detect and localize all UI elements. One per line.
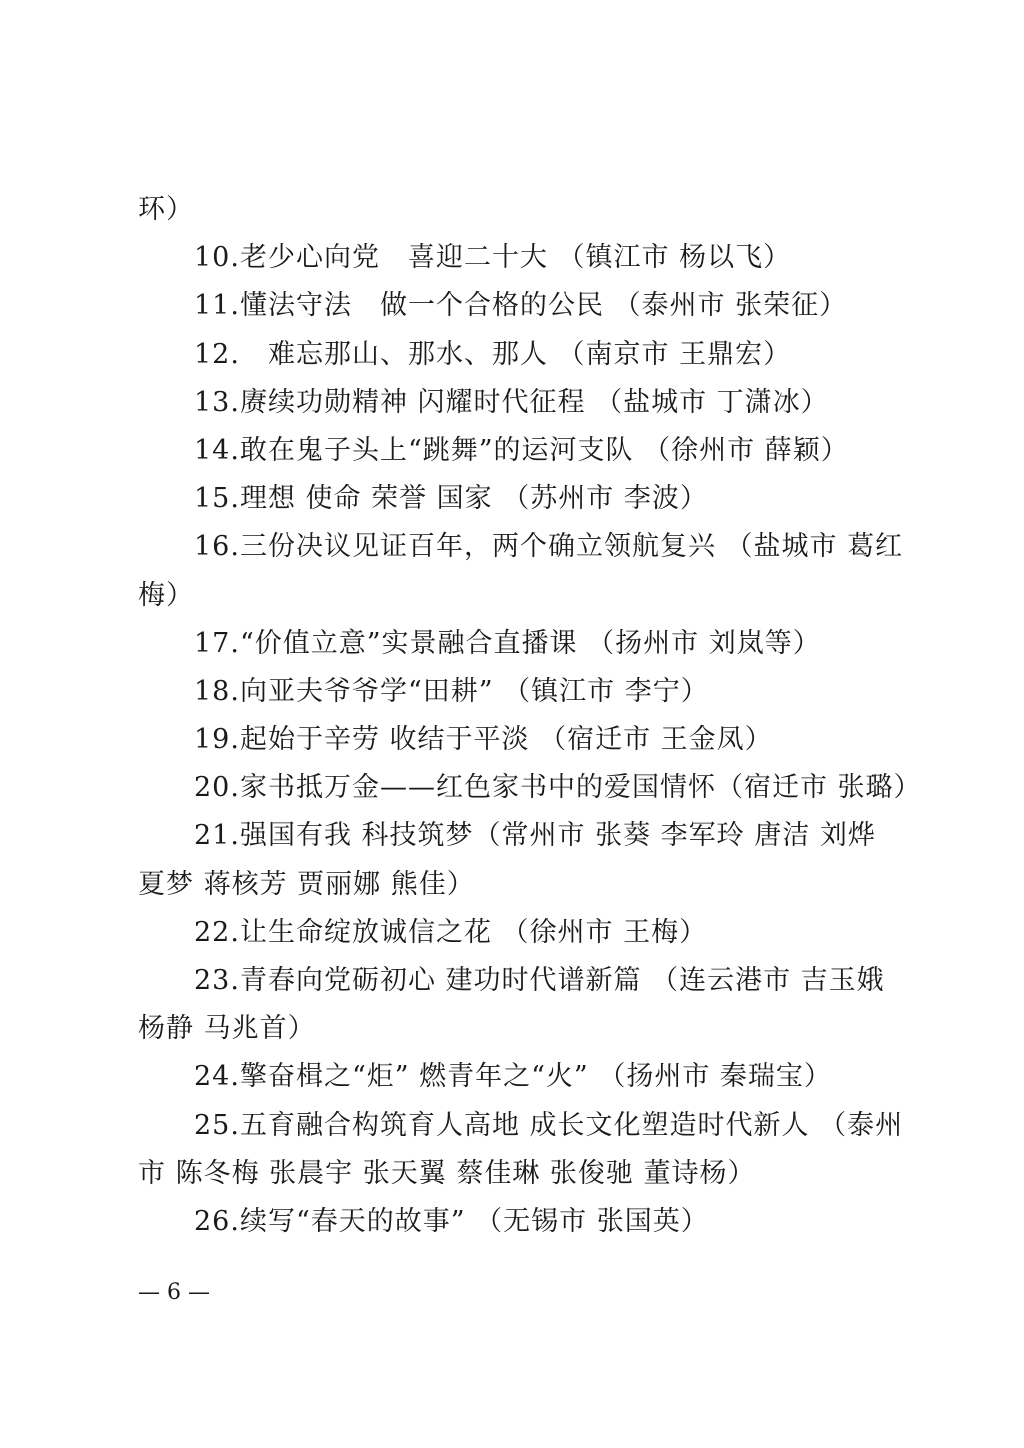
list-item-19: 19.起始于辛劳 收结于平淡 （宿迁市 王金凤） bbox=[194, 724, 773, 756]
list-item-15: 15.理想 使命 荣誉 国家 （苏州市 李波） bbox=[194, 483, 708, 515]
list-item-23-continuation: 杨静 马兆首） bbox=[138, 1013, 316, 1045]
document-body bbox=[138, 186, 922, 1246]
list-item-20: 20.家书抵万金——红色家书中的爱国情怀（宿迁市 张璐） bbox=[194, 772, 922, 804]
list-item-17: 17.“价值立意”实景融合直播课 （扬州市 刘岚等） bbox=[194, 627, 821, 659]
list-item-16: 16.三份决议见证百年，两个确立领航复兴 （盐城市 葛红 bbox=[194, 531, 904, 563]
list-item-25: 25.五育融合构筑育人高地 成长文化塑造时代新人 （泰州 bbox=[194, 1109, 904, 1141]
list-item-25-continuation: 市 陈冬梅 张晨宇 张天翼 蔡佳琳 张俊驰 董诗杨） bbox=[138, 1157, 756, 1189]
list-item-13: 13.赓续功勋精神 闪耀时代征程 （盐城市 丁潇冰） bbox=[194, 386, 829, 418]
list-item-21: 21.强国有我 科技筑梦（常州市 张葵 李军玲 唐洁 刘烨 bbox=[194, 820, 876, 852]
continuation-line: 环） bbox=[138, 194, 194, 225]
list-item-16-continuation: 梅） bbox=[138, 579, 194, 611]
list-item-26: 26.续写“春天的故事” （无锡市 张国英） bbox=[194, 1205, 709, 1237]
list-item-21-continuation: 夏梦 蒋核芳 贾丽娜 熊佳） bbox=[138, 868, 475, 900]
list-item-18: 18.向亚夫爷爷学“田耕” （镇江市 李宁） bbox=[194, 675, 709, 707]
list-item-11: 11.懂法守法 做一个合格的公民 （泰州市 张荣征） bbox=[194, 290, 848, 322]
list-item-22: 22.让生命绽放诚信之花 （徐州市 王梅） bbox=[194, 916, 708, 948]
list-item-24: 24.擎奋楫之“炬” 燃青年之“火” （扬州市 秦瑞宝） bbox=[194, 1061, 832, 1093]
page-number: — 6 — bbox=[138, 1280, 210, 1305]
list-item-14: 14.敢在鬼子头上“跳舞”的运河支队 （徐州市 薛颖） bbox=[194, 434, 849, 466]
list-item-10: 10.老少心向党 喜迎二十大 （镇江市 杨以飞） bbox=[194, 242, 792, 274]
list-item-12: 12. 难忘那山、那水、那人 （南京市 王鼎宏） bbox=[194, 338, 792, 370]
list-item-23: 23.青春向党砺初心 建功时代谱新篇 （连云港市 吉玉娥 bbox=[194, 965, 885, 996]
